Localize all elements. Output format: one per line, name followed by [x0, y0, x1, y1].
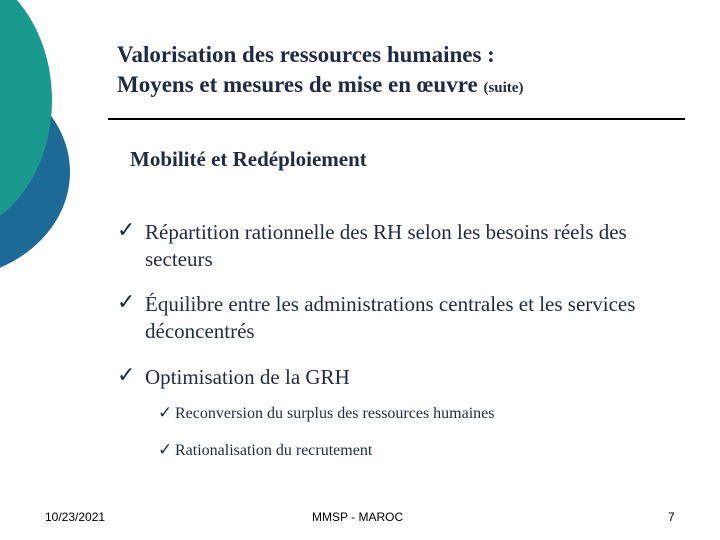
check-icon: ✓: [158, 440, 173, 460]
page-number: 7: [668, 510, 675, 524]
sub-bullet-item: [158, 404, 495, 424]
check-icon: ✓: [117, 363, 136, 388]
bullet-text: Optimisation de la GRH: [145, 365, 350, 389]
sub-bullet-text: Reconversion du surplus des ressources humaines: [175, 405, 495, 422]
slide-title: [117, 40, 707, 103]
bullet-item: [117, 364, 677, 391]
bullet-text: Répartition rationnelle des RH selon les besoins réels des secteurs: [145, 220, 627, 271]
check-icon: ✓: [117, 218, 136, 243]
sub-bullet-text: Rationalisation du recrutement: [175, 442, 373, 459]
footer-organization: MMSP - MAROC: [312, 510, 404, 524]
bullet-item: [117, 219, 677, 273]
sub-bullet-item: [158, 441, 372, 461]
title-line-2-text: Moyens et mesures de mise en œuvre: [117, 72, 478, 97]
footer-date: 10/23/2021: [45, 510, 106, 524]
bullet-text: Équilibre entre les administrations centrales et les services déconcentrés: [145, 292, 636, 343]
bullet-item: [117, 291, 677, 345]
decorative-circles: [0, 0, 80, 290]
check-icon: ✓: [117, 290, 136, 315]
title-suffix: (suite): [483, 80, 524, 96]
section-subtitle: Mobilité et Redéploiement: [130, 147, 367, 171]
title-divider: [108, 118, 685, 120]
check-icon: ✓: [158, 403, 173, 423]
title-line-2: [117, 70, 707, 103]
title-line-1: Valorisation des ressources humaines :: [117, 42, 495, 67]
